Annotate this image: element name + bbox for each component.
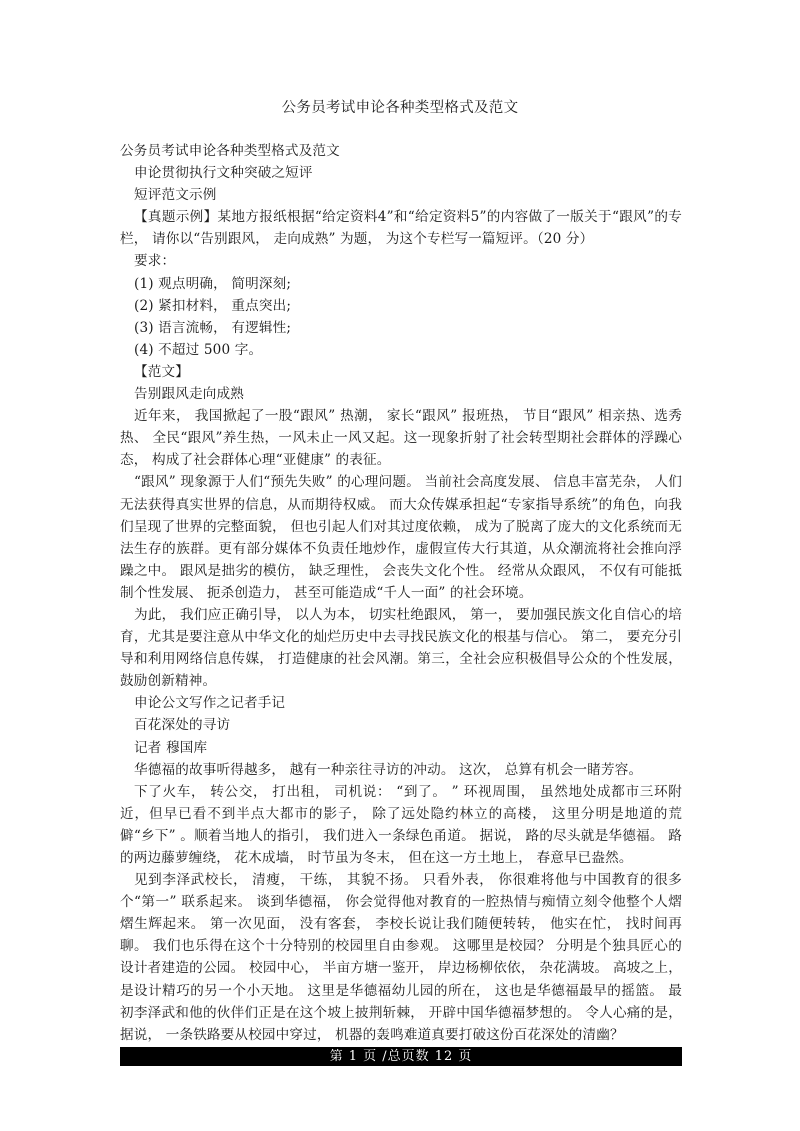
paragraph: 近年来， 我国掀起了一股“跟风” 热潮， 家长“跟风” 报班热， 节目“跟风” 相亲热、选秀热、 全民“跟风”养生热，一风未止一风又起。这一现象折射了社会转型期社会群体的浮躁心态， 构成了社会群体心理“亚健康” 的表征。 bbox=[120, 408, 682, 469]
page-title: 公务员考试申论各种类型格式及范文 bbox=[281, 100, 519, 116]
paragraph: (4) 不超过 500 字。 bbox=[134, 341, 263, 358]
paragraph: 申论贯彻执行文种突破之短评 bbox=[134, 165, 313, 182]
paragraph: 短评范文示例 bbox=[134, 187, 217, 204]
paragraph: 华德福的故事听得越多， 越有一种亲往寻访的冲动。 这次， 总算有机会一睹芳容。 bbox=[134, 761, 643, 778]
paragraph: (2) 紧扣材料， 重点突出; bbox=[134, 297, 292, 314]
paragraph: (1) 观点明确， 简明深刻; bbox=[134, 275, 292, 292]
paragraph: 【真题示例】某地方报纸根据“给定资料4”和“给定资料5”的内容做了一版关于“跟风”的专栏， 请你以“告别跟风， 走向成熟” 为题， 为这个专栏写一篇短评。（20 分） bbox=[120, 209, 682, 248]
paragraph: 见到李泽武校长， 清瘦， 干练， 其貌不扬。 只看外表， 你很难将他与中国教育的很多个“第一” 联系起来。 谈到华德福， 你会觉得他对教育的一腔热情与痴情立刻令他整个人熠熠生辉起来。 第一次见面， 没有客套， 李校长说让我们随便转转， 他实在忙， 找时间再聊。 我们也乐得在这个十分特别的校园里自由参观。 这哪里是校园？ 分明是个独具匠心的设计者建造的公园。 校园中心， 半亩方塘一鉴开， 岸边杨柳依依， 杂花满坡。 高坡之上， 是设计精巧的另一个小天地。 这里是华德福幼儿园的所在， 这也是华德福最早的摇篮。 最初李泽武和他的伙伴们正是在这个坡上披荆斩棘， 开辟中国华德福梦想的。 令人心痛的是， 据说， 一条铁路要从校园中穿过， 机器的轰鸣难道真要打破这份百花深处的清幽？ bbox=[120, 872, 682, 1043]
paragraph: 百花深处的寻访 bbox=[134, 717, 231, 734]
paragraph: 告别跟风走向成熟 bbox=[134, 386, 244, 403]
paragraph: 要求： bbox=[134, 253, 176, 270]
paragraph: 下了火车， 转公交， 打出租， 司机说： “到了。 ” 环视周围， 虽然地处成都市三环附近，但早已看不到半点大都市的影子， 除了远处隐约林立的高楼， 这里分明是地道的荒僻“乡下” 。顺着当地人的指引， 我们进入一条绿色甬道。 据说， 路的尽头就是华德福。 路的两边藤萝缠绕， 花木成墙， 时节虽为冬末， 但在这一方土地上， 春意早已盎然。 bbox=[120, 783, 682, 866]
page-footer bbox=[120, 1047, 682, 1066]
page-number-label: 第 1 页 /总页数 12 页 bbox=[329, 1049, 473, 1064]
paragraph: 申论公文写作之记者手记 bbox=[134, 695, 286, 712]
document-body bbox=[120, 140, 682, 1046]
paragraph: 为此， 我们应正确引导， 以人为本， 切实杜绝跟风， 第一， 要加强民族文化自信心的培育，尤其是要注意从中华文化的灿烂历史中去寻找民族文化的根基与信心。 第二， 要充分引导和利用网络信息传媒， 打造健康的社会风潮。第三，全社会应积极倡导公众的个性发展， 鼓励创新精神。 bbox=[120, 606, 682, 690]
paragraph: 公务员考试申论各种类型格式及范文 bbox=[120, 143, 340, 159]
paragraph: 【范文】 bbox=[134, 363, 189, 380]
paragraph: (3) 语言流畅， 有逻辑性; bbox=[134, 319, 292, 336]
paragraph: “跟风” 现象源于人们“预先失败” 的心理问题。 当前社会高度发展、 信息丰富芜杂， 人们无法获得真实世界的信息，从而期待权威。 而大众传媒承担起“专家指导系统”的角色，向我们呈现了世界的完整面貌， 但也引起人们对其过度依赖， 成为了脱离了庞大的文化系统而无法生存的族群。更有部分媒体不负责任地炒作，虚假宣传大行其道，从众潮流将社会推向浮躁之中。 跟风是拙劣的模仿， 缺乏理性， 会丧失文化个性。 经常从众跟风， 不仅有可能抵制个性发展、 扼杀创造力， 甚至可能造成“千人一面” 的社会环境。 bbox=[120, 474, 682, 601]
paragraph: 记者 穆国库 bbox=[134, 739, 208, 756]
